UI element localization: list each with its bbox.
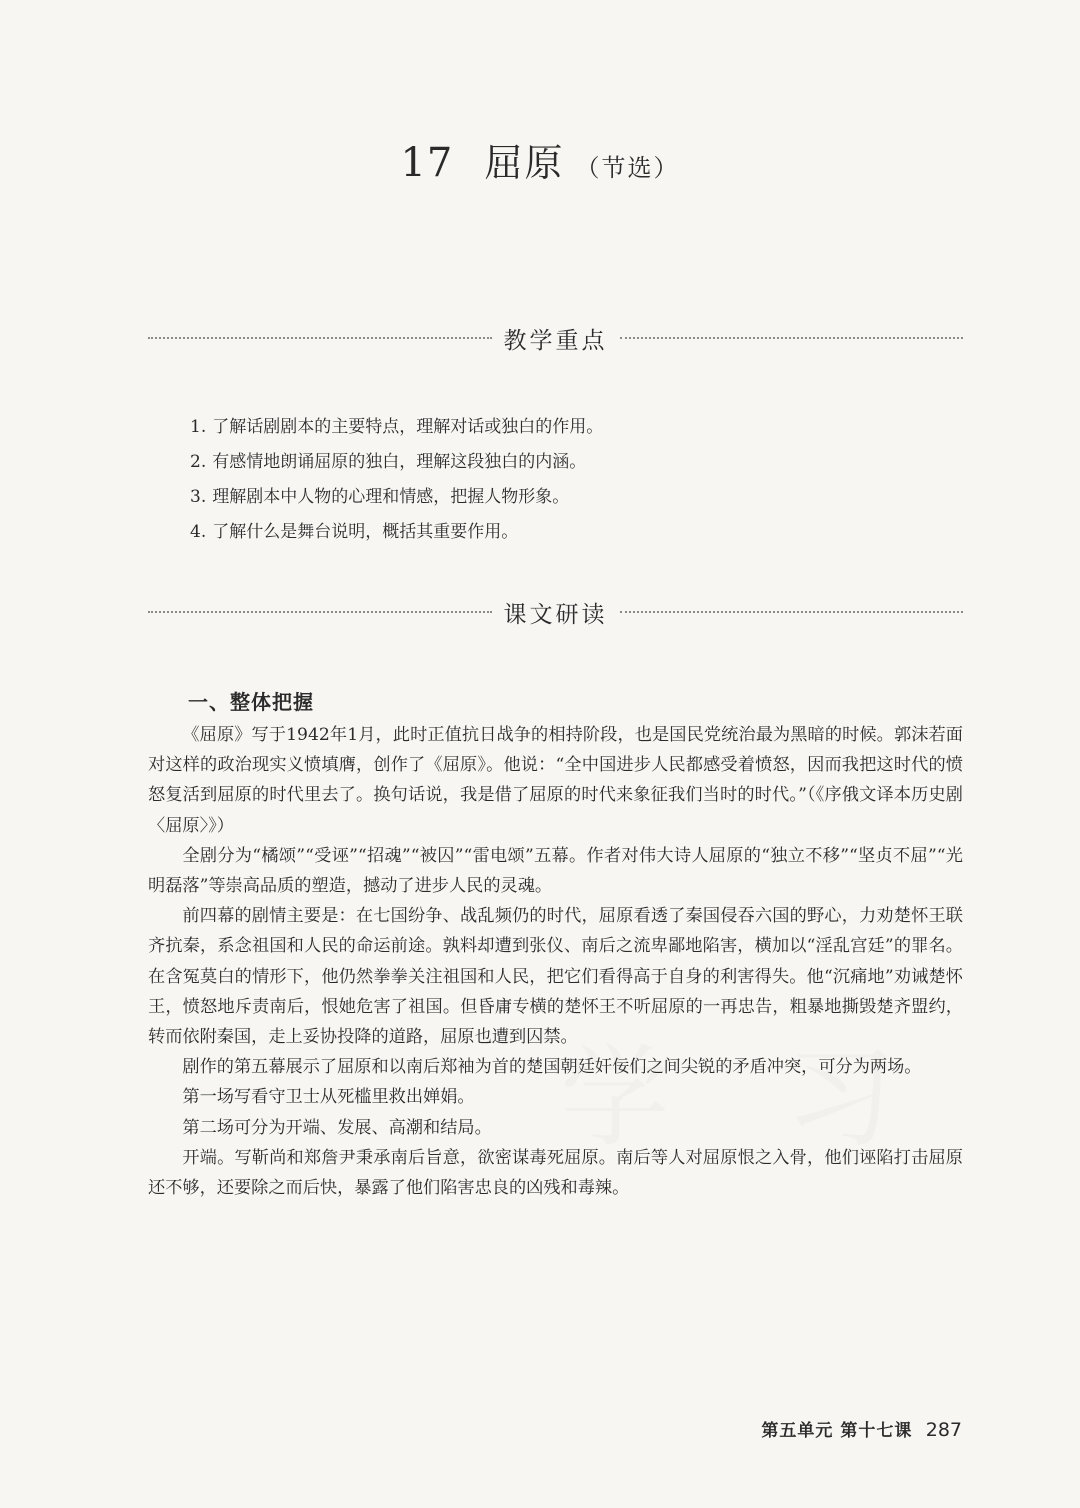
- body-text: [148, 720, 963, 1203]
- section-header-teaching-focus: [148, 318, 963, 358]
- objective-item: 4. 了解什么是舞台说明，概括其重要作用。: [190, 522, 519, 542]
- section-header-text-study: [148, 592, 963, 632]
- section-title: 课文研读: [503, 601, 608, 628]
- page-footer: [761, 1416, 962, 1441]
- lesson-name: 屈原: [484, 141, 565, 185]
- lesson-subtitle: （节选）: [575, 154, 680, 182]
- unit-label: 第五单元 第十七课: [761, 1421, 913, 1441]
- section-title: 教学重点: [503, 327, 608, 354]
- lesson-title: [0, 132, 1080, 187]
- dotted-rule-right: [620, 611, 964, 613]
- objective-item: 2. 有感情地朗诵屈原的独白，理解这段独白的内涵。: [190, 452, 587, 472]
- paragraph: 第一场写看守卫士从死槛里救出婵娟。: [182, 1087, 475, 1108]
- dotted-rule-left: [148, 611, 492, 613]
- paragraph: 全剧分为“橘颂”“受诬”“招魂”“被囚”“雷电颂”五幕。作者对伟大诗人屈原的“独立不移”“坚贞不屈”“光明磊落”等崇高品质的塑造，撼动了进步人民的灵魂。: [148, 845, 963, 897]
- dotted-rule-right: [620, 337, 964, 339]
- paragraph: 第二场可分为开端、发展、高潮和结局。: [182, 1117, 492, 1138]
- dotted-rule-left: [148, 337, 492, 339]
- objective-item: 1. 了解话剧剧本的主要特点，理解对话或独白的作用。: [190, 417, 604, 437]
- paragraph: 前四幕的剧情主要是：在七国纷争、战乱频仍的时代，屈原看透了秦国侵吞六国的野心，力劝楚怀王联齐抗秦，系念祖国和人民的命运前途。孰料却遭到张仪、南后之流卑鄙地陷害，横加以“淫乱宫廷”的罪名。在含冤莫白的情形下，他仍然拳拳关注祖国和人民，把它们看得高于自身的利害得失。他“沉痛地”劝诫楚怀王，愤怒地斥责南后，恨她危害了祖国。但昏庸专横的楚怀王不听屈原的一再忠告，粗暴地撕毁楚齐盟约，转而依附秦国，走上妥协投降的道路，屈原也遭到囚禁。: [148, 906, 963, 1048]
- paragraph: 剧作的第五幕展示了屈原和以南后郑袖为首的楚国朝廷奸佞们之间尖锐的矛盾冲突，可分为两场。: [182, 1057, 922, 1078]
- lesson-number: 17: [400, 140, 454, 186]
- objectives-list: [190, 410, 950, 550]
- objective-item: 3. 理解剧本中人物的心理和情感，把握人物形象。: [190, 487, 570, 507]
- page-number: 287: [925, 1419, 962, 1441]
- paragraph: 开端。写靳尚和郑詹尹秉承南后旨意，欲密谋毒死屈原。南后等人对屈原恨之入骨，他们诬陷打击屈原还不够，还要除之而后快，暴露了他们陷害忠良的凶残和毒辣。: [148, 1147, 963, 1199]
- subsection-heading: 一、整体把握: [188, 690, 314, 714]
- paragraph: 《屈原》写于1942年1月，此时正值抗日战争的相持阶段，也是国民党统治最为黑暗的时候。郭沫若面对这样的政治现实义愤填膺，创作了《屈原》。他说：“全中国进步人民都感受着愤怒，因而我把这时代的愤怒复活到屈原的时代里去了。换句话说，我是借了屈原的时代来象征我们当时的时代。”（《序俄文译本历史剧〈屈原〉》）: [148, 725, 963, 836]
